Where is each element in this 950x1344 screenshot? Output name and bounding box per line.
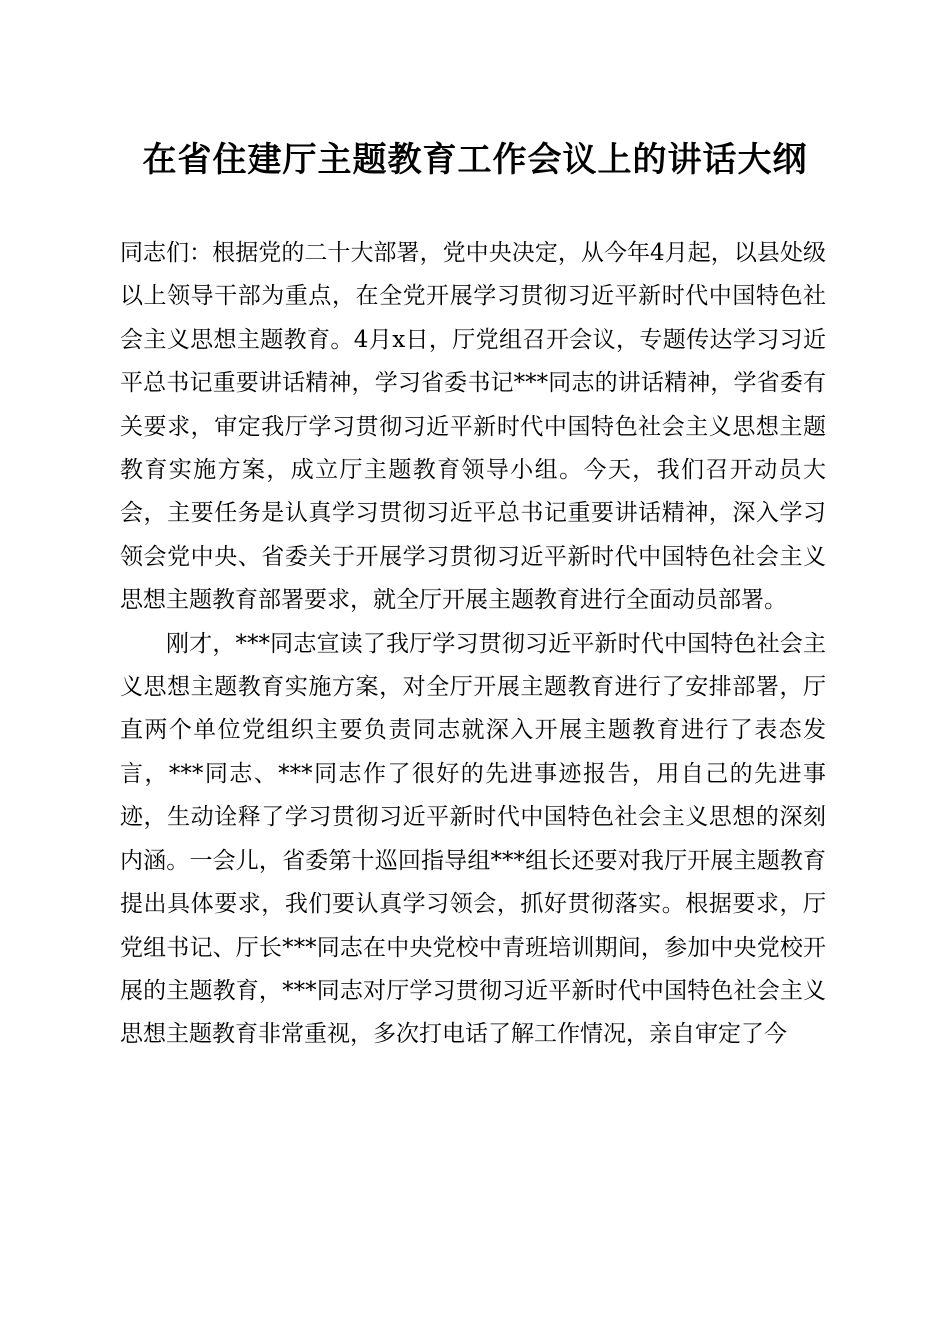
paragraph-opening: 同志们：根据党的二十大部署，党中央决定，从今年4月起，以县处级以上领导干部为重点，在全党开展学习贯彻习近平新时代中国特色社会主义思想主题教育。4月x日，厅党组召开会议，专题传达学习习近平总书记重要讲话精神，学习省委书记***同志的讲话精神，学省委有关要求，审定我厅学习贯彻习近平新时代中国特色社会主义思想主题教育实施方案，成立厅主题教育领导小组。今天，我们召开动员大会，主要任务是认真学习贯彻习近平总书记重要讲话精神，深入学习领会党中央、省委关于开展学习贯彻习近平新时代中国特色社会主义思想主题教育部署要求，就全厅开展主题教育进行全面动员部署。: [120, 240, 826, 614]
paragraph-second: 刚才，***同志宣读了我厅学习贯彻习近平新时代中国特色社会主义思想主题教育实施方案，对全厅开展主题教育进行了安排部署，厅直两个单位党组织主要负责同志就深入开展主题教育进行了表态发言，***同志、***同志作了很好的先进事迹报告，用自己的先进事迹，生动诠释了学习贯彻习近平新时代中国特色社会主义思想的深刻内涵。一会儿，省委第十巡回指导组***组长还要对我厅开展主题教育提出具体要求，我们要认真学习领会，抓好贯彻落实。根据要求，厅党组书记、厅长***同志在中央党校中青班培训期间，参加中央党校开展的主题教育，***同志对厅学习贯彻习近平新时代中国特色社会主义思想主题教育非常重视，多次打电话了解工作情况，亲自审定了今: [120, 630, 826, 1048]
document-body: [120, 232, 826, 1057]
document-title: 在省住建厅主题教育工作会议上的讲话大纲: [142, 140, 808, 180]
